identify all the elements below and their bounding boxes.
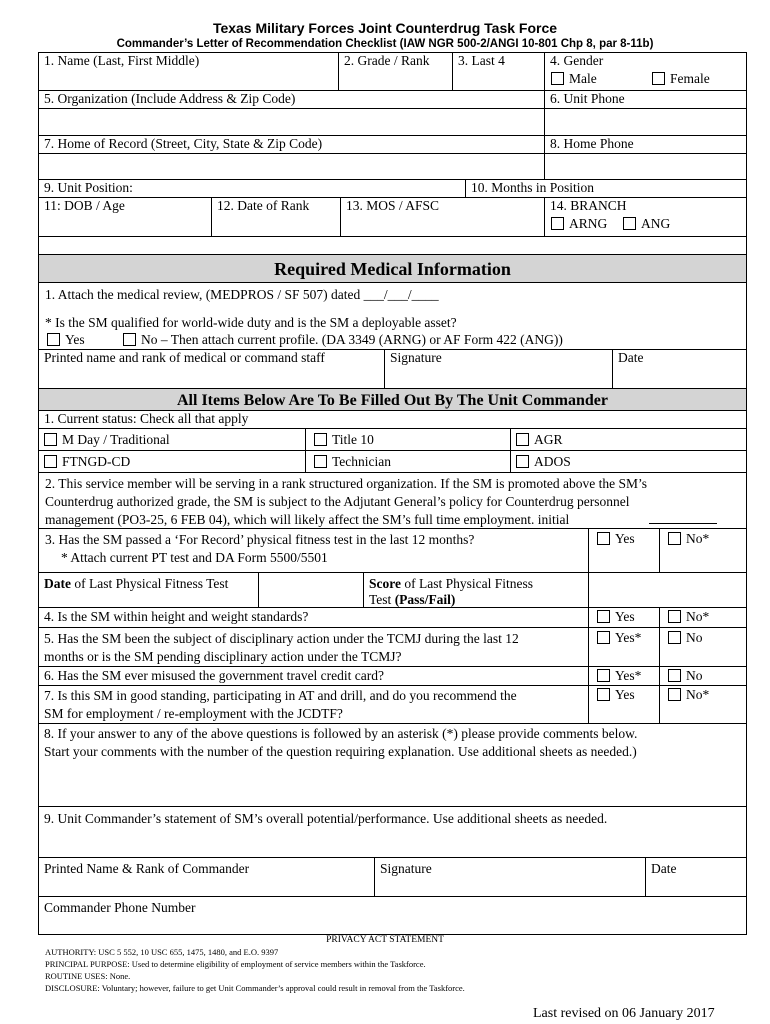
months-position-label: 10. Months in Position <box>471 180 595 195</box>
q6-text: 6. Has the SM ever misused the government travel credit card? <box>44 668 385 683</box>
spacer-row <box>38 236 747 255</box>
q9-statement-field[interactable] <box>38 806 747 858</box>
arng-checkbox[interactable] <box>551 217 564 230</box>
last4-field[interactable] <box>452 52 545 91</box>
q3-line2: * Attach current PT test and DA Form 5500/5501 <box>61 550 328 565</box>
commander-phone-field[interactable] <box>38 896 747 935</box>
medical-printed-name-label: Printed name and rank of medical or command staff <box>44 350 325 365</box>
q8-comments-field[interactable] <box>38 723 747 807</box>
months-position-field[interactable] <box>465 179 747 198</box>
q4-yes-label: Yes <box>615 609 635 624</box>
medical-no-option[interactable] <box>123 331 563 348</box>
title10-label: Title 10 <box>332 432 374 447</box>
q4-yes-option[interactable] <box>588 607 660 628</box>
commander-signature-label: Signature <box>380 861 432 876</box>
pt-score-label-bold: Score <box>369 576 401 591</box>
home-phone-label: 8. Home Phone <box>550 136 634 151</box>
ados-label: ADOS <box>534 454 571 469</box>
q3-no-checkbox[interactable] <box>668 532 681 545</box>
q3-no-label: No* <box>686 531 710 546</box>
ados-checkbox[interactable] <box>516 455 529 468</box>
q6-yes-checkbox[interactable] <box>597 669 610 682</box>
arng-label: ARNG <box>569 216 608 231</box>
technician-checkbox[interactable] <box>314 455 327 468</box>
q4-no-checkbox[interactable] <box>668 610 681 623</box>
q6-yes-label: Yes* <box>615 668 642 683</box>
pt-score-field[interactable] <box>363 572 589 608</box>
q6-yes-option[interactable] <box>588 666 660 686</box>
medical-section-heading <box>38 254 747 283</box>
grade-field[interactable] <box>338 52 453 91</box>
q6-cell <box>38 666 589 686</box>
privacy-routine: ROUTINE USES: None. <box>45 971 131 981</box>
q5-line2: months or is the SM pending disciplinary action under the TCMJ? <box>44 649 402 664</box>
q5-cell <box>38 627 589 667</box>
current-status-label: 1. Current status: Check all that apply <box>44 411 249 426</box>
unit-position-field[interactable] <box>38 179 466 198</box>
q8-line1: 8. If your answer to any of the above questions is followed by an asterisk (*) please provide comments below. <box>44 726 638 741</box>
gender-field <box>544 52 747 91</box>
pt-date-label-bold: Date <box>44 576 71 591</box>
pt-score-input[interactable] <box>588 572 747 608</box>
current-status-cell <box>38 410 747 429</box>
org-input[interactable] <box>38 108 545 136</box>
hor-label: 7. Home of Record (Street, City, State & Zip Code) <box>44 136 323 151</box>
male-checkbox[interactable] <box>551 72 564 85</box>
q5-yes-option[interactable] <box>588 627 660 667</box>
pt-score-pass-fail: (Pass/Fail) <box>394 592 456 607</box>
medical-date-label: Date <box>618 350 644 365</box>
q4-no-option[interactable] <box>659 607 747 628</box>
pt-date-input[interactable] <box>258 572 364 608</box>
ang-checkbox[interactable] <box>623 217 636 230</box>
org-label-cell <box>38 90 545 109</box>
date-of-rank-field[interactable] <box>211 197 341 237</box>
q7-no-checkbox[interactable] <box>668 688 681 701</box>
privacy-purpose: PRINCIPAL PURPOSE: Used to determine eligibility of employment of service members within the Taskforce. <box>45 959 426 969</box>
q9-text: 9. Unit Commander’s statement of SM’s overall potential/performance. Use additional sheets as needed. <box>44 811 608 826</box>
q5-no-option[interactable] <box>659 627 747 667</box>
medical-no-label: No – Then attach current profile. (DA 3349 (ARNG) or AF Form 422 (ANG)) <box>141 332 563 347</box>
commander-heading: All Items Below Are To Be Filled Out By The Unit Commander <box>177 392 608 409</box>
privacy-heading: PRIVACY ACT STATEMENT <box>326 935 444 945</box>
pt-score-label: of Last Physical Fitness <box>401 576 533 591</box>
q5-no-label: No <box>686 630 703 645</box>
gender-male-option[interactable] <box>551 71 597 87</box>
grade-label: 2. Grade / Rank <box>344 53 430 68</box>
q2-line2: Counterdrug authorized grade, the SM is subject to the Adjutant General’s policy for Counterdrug personnel <box>45 494 630 509</box>
q2-cell <box>38 472 747 529</box>
dob-field[interactable] <box>38 197 212 237</box>
q7-line2: SM for employment / re-employment with the JCDTF? <box>44 706 343 721</box>
q4-text: 4. Is the SM within height and weight standards? <box>44 609 309 624</box>
q8-line2: Start your comments with the number of the question requiring explanation. Use additional sheets as needed.) <box>44 744 637 759</box>
status-agr-option[interactable] <box>510 428 747 451</box>
medical-q1: 1. Attach the medical review, (MEDPROS / SF 507) dated ___/___/____ <box>45 287 439 302</box>
q6-no-checkbox[interactable] <box>668 669 681 682</box>
home-phone-input[interactable] <box>544 153 747 180</box>
medical-printed-name-field[interactable] <box>38 349 385 389</box>
ang-label: ANG <box>641 216 671 231</box>
ftngd-label: FTNGD-CD <box>62 454 131 469</box>
commander-phone-label: Commander Phone Number <box>44 900 196 915</box>
branch-ang-option[interactable] <box>623 216 670 232</box>
pt-date-field[interactable] <box>38 572 259 608</box>
status-mday-option[interactable] <box>38 428 306 451</box>
q4-no-label: No* <box>686 609 710 624</box>
technician-label: Technician <box>332 454 392 469</box>
medical-yes-option[interactable] <box>47 331 85 348</box>
last-revised: Last revised on 06 January 2017 <box>533 1006 715 1021</box>
commander-signature-field[interactable] <box>374 857 646 897</box>
q7-yes-checkbox[interactable] <box>597 688 610 701</box>
gender-female-option[interactable] <box>652 71 710 87</box>
q5-yes-checkbox[interactable] <box>597 631 610 644</box>
mday-label: M Day / Traditional <box>62 432 170 447</box>
commander-name-field[interactable] <box>38 857 375 897</box>
q7-yes-option[interactable] <box>588 685 660 724</box>
q3-yes-option[interactable] <box>588 528 660 573</box>
q2-line1: 2. This service member will be serving in a rank structured organization. If the SM is promoted above the SM’s <box>45 476 647 491</box>
q7-line1: 7. Is this SM in good standing, participating in AT and drill, and do you recommend the <box>44 688 517 703</box>
medical-date-field[interactable] <box>612 349 747 389</box>
status-ftngd-option[interactable] <box>38 450 306 473</box>
agr-checkbox[interactable] <box>516 433 529 446</box>
home-phone-label-cell <box>544 135 747 154</box>
male-label: Male <box>569 71 597 86</box>
commander-name-label: Printed Name & Rank of Commander <box>44 861 250 876</box>
q7-no-label: No* <box>686 687 710 702</box>
hor-input[interactable] <box>38 153 545 180</box>
dob-label: 11: DOB / Age <box>44 198 125 213</box>
pt-date-label: of Last Physical Fitness Test <box>71 576 229 591</box>
q3-line1: 3. Has the SM passed a ‘For Record’ physical fitness test in the last 12 months? <box>45 532 475 547</box>
title10-checkbox[interactable] <box>314 433 327 446</box>
last4-label: 3. Last 4 <box>458 53 505 68</box>
commander-date-label: Date <box>651 861 677 876</box>
unit-phone-label: 6. Unit Phone <box>550 91 625 106</box>
name-field[interactable] <box>38 52 339 91</box>
q3-cell <box>38 528 589 573</box>
medical-signature-label: Signature <box>390 350 442 365</box>
female-label: Female <box>670 71 710 86</box>
privacy-authority: AUTHORITY: USC 5 552, 10 USC 655, 1475, 1480, and E.O. 9397 <box>45 947 279 957</box>
form-title: Texas Military Forces Joint Counterdrug Task Force <box>212 20 558 36</box>
q4-yes-checkbox[interactable] <box>597 610 610 623</box>
privacy-disclosure: DISCLOSURE: Voluntary; however, failure to get Unit Commander’s approval could result in removal from the Taskforce. <box>45 983 465 993</box>
medical-review-cell <box>38 282 747 350</box>
branch-arng-option[interactable] <box>551 216 607 232</box>
medical-yes-label: Yes <box>65 332 85 347</box>
q5-line1: 5. Has the SM been the subject of disciplinary action under the TCMJ during the last 12 <box>44 631 519 646</box>
medical-yes-checkbox[interactable] <box>47 333 60 346</box>
mos-label: 13. MOS / AFSC <box>346 198 440 213</box>
q3-yes-label: Yes <box>615 531 635 546</box>
date-of-rank-label: 12. Date of Rank <box>217 198 310 213</box>
medical-no-checkbox[interactable] <box>123 333 136 346</box>
unit-position-label: 9. Unit Position: <box>44 180 133 195</box>
q2-line3: management (PO3-25, 6 FEB 04), which will likely affect the SM’s full time employment. initial <box>45 512 570 527</box>
q6-no-label: No <box>686 668 703 683</box>
medical-signature-field[interactable] <box>384 349 613 389</box>
female-checkbox[interactable] <box>652 72 665 85</box>
commander-date-field[interactable] <box>645 857 747 897</box>
status-technician-option[interactable] <box>305 450 511 473</box>
mos-field[interactable] <box>340 197 545 237</box>
q7-yes-label: Yes <box>615 687 635 702</box>
form-subtitle: Commander’s Letter of Recommendation Checklist (IAW NGR 500-2/ANGI 10-801 Chp 8, par 8-11b) <box>116 38 654 50</box>
status-title10-option[interactable] <box>305 428 511 451</box>
q3-yes-checkbox[interactable] <box>597 532 610 545</box>
initial-line[interactable] <box>649 523 717 524</box>
q5-yes-label: Yes* <box>615 630 642 645</box>
unit-phone-input[interactable] <box>544 108 747 136</box>
branch-field <box>544 197 747 237</box>
status-ados-option[interactable] <box>510 450 747 473</box>
medical-heading: Required Medical Information <box>274 259 511 279</box>
q5-no-checkbox[interactable] <box>668 631 681 644</box>
gender-label: 4. Gender <box>550 53 604 68</box>
q7-no-option[interactable] <box>659 685 747 724</box>
name-label: 1. Name (Last, First Middle) <box>44 53 200 68</box>
pt-score-label-line2: Test <box>369 592 395 607</box>
q6-no-option[interactable] <box>659 666 747 686</box>
hor-label-cell <box>38 135 545 154</box>
agr-label: AGR <box>534 432 563 447</box>
ftngd-checkbox[interactable] <box>44 455 57 468</box>
q3-no-option[interactable] <box>659 528 747 573</box>
medical-qualified-question: * Is the SM qualified for world-wide duty and is the SM a deployable asset? <box>45 315 457 330</box>
commander-section-heading <box>38 388 747 411</box>
q7-cell <box>38 685 589 724</box>
mday-checkbox[interactable] <box>44 433 57 446</box>
org-label: 5. Organization (Include Address & Zip Code) <box>44 91 296 106</box>
unit-phone-label-cell <box>544 90 747 109</box>
branch-label: 14. BRANCH <box>550 198 627 213</box>
q4-cell <box>38 607 589 628</box>
